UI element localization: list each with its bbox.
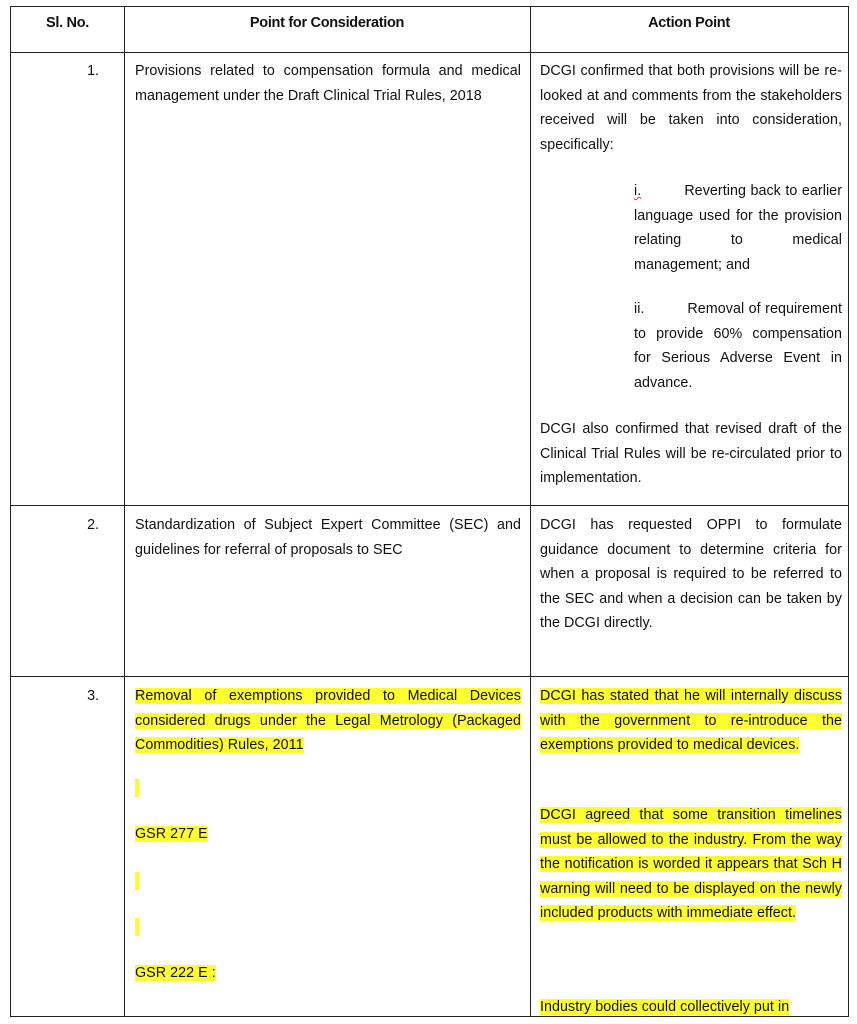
row-number: 1. [87, 63, 99, 79]
row-3-action-p1: DCGI has stated that he will internally discuss with the government to re-introduce the exemptions provided to medical devices. [540, 688, 842, 754]
header-action: Action Point [648, 15, 730, 31]
row-1-point: Provisions related to compensation formula and medical management under the Draft Clinical Trial Rules, 2018 [135, 63, 521, 104]
highlighted-text: Removal of exemptions provided to Medical Devices considered drugs under the Legal Metrology (Packaged Commodities) Rules, 2011 [135, 688, 521, 754]
highlight-mark [135, 918, 139, 936]
row-3-point [135, 684, 521, 758]
highlight-mark [135, 872, 139, 890]
row-1-action-intro: DCGI confirmed that both provisions will be re-looked at and comments from the stakeholders received will be taken into consideration, specifically: [540, 63, 842, 153]
row-1-sub-item-i [634, 179, 842, 277]
row-divider [11, 52, 848, 53]
row-divider [11, 676, 848, 677]
consideration-table [10, 6, 849, 1017]
row-number: 2. [87, 517, 99, 533]
row-3-action-p2: DCGI agreed that some transition timelines must be allowed to the industry. From the way the notification is worded it appears that Sch H warning will need to be displayed on the newly included products with immediate effect. [540, 807, 842, 922]
row-divider [11, 505, 848, 506]
sub-item-marker: ii. [634, 301, 645, 317]
row-1-sub-item-ii [634, 297, 842, 395]
row-2-action: DCGI has requested OPPI to formulate guidance document to determine criteria for when a proposal is required to be referred to the SEC and when a decision can be taken by the DCGI directly. [540, 517, 842, 632]
sub-item-text: Removal of requirement to provide 60% compensation for Serious Adverse Event in advance. [634, 301, 842, 391]
highlight-mark [135, 779, 139, 797]
column-divider [530, 7, 531, 1016]
row-1-action-outro: DCGI also confirmed that revised draft of the Clinical Trial Rules will be re-circulated prior to implementation. [540, 421, 842, 487]
sub-item-text: Reverting back to earlier language used for the provision relating to medical management; and [634, 183, 842, 273]
row-2-point: Standardization of Subject Expert Committee (SEC) and guidelines for referral of proposals to SEC [135, 517, 521, 558]
row-3-gsr-277: GSR 277 E [135, 826, 208, 842]
header-point: Point for Consideration [249, 15, 405, 31]
sub-item-marker: i. [634, 183, 642, 199]
row-3-gsr-222: GSR 222 E : [135, 965, 216, 981]
row-number: 3. [87, 688, 99, 704]
column-divider [124, 7, 125, 1016]
header-sl-no: Sl. No. [45, 15, 89, 31]
row-3-action-p3: Industry bodies could collectively put in [540, 999, 790, 1015]
